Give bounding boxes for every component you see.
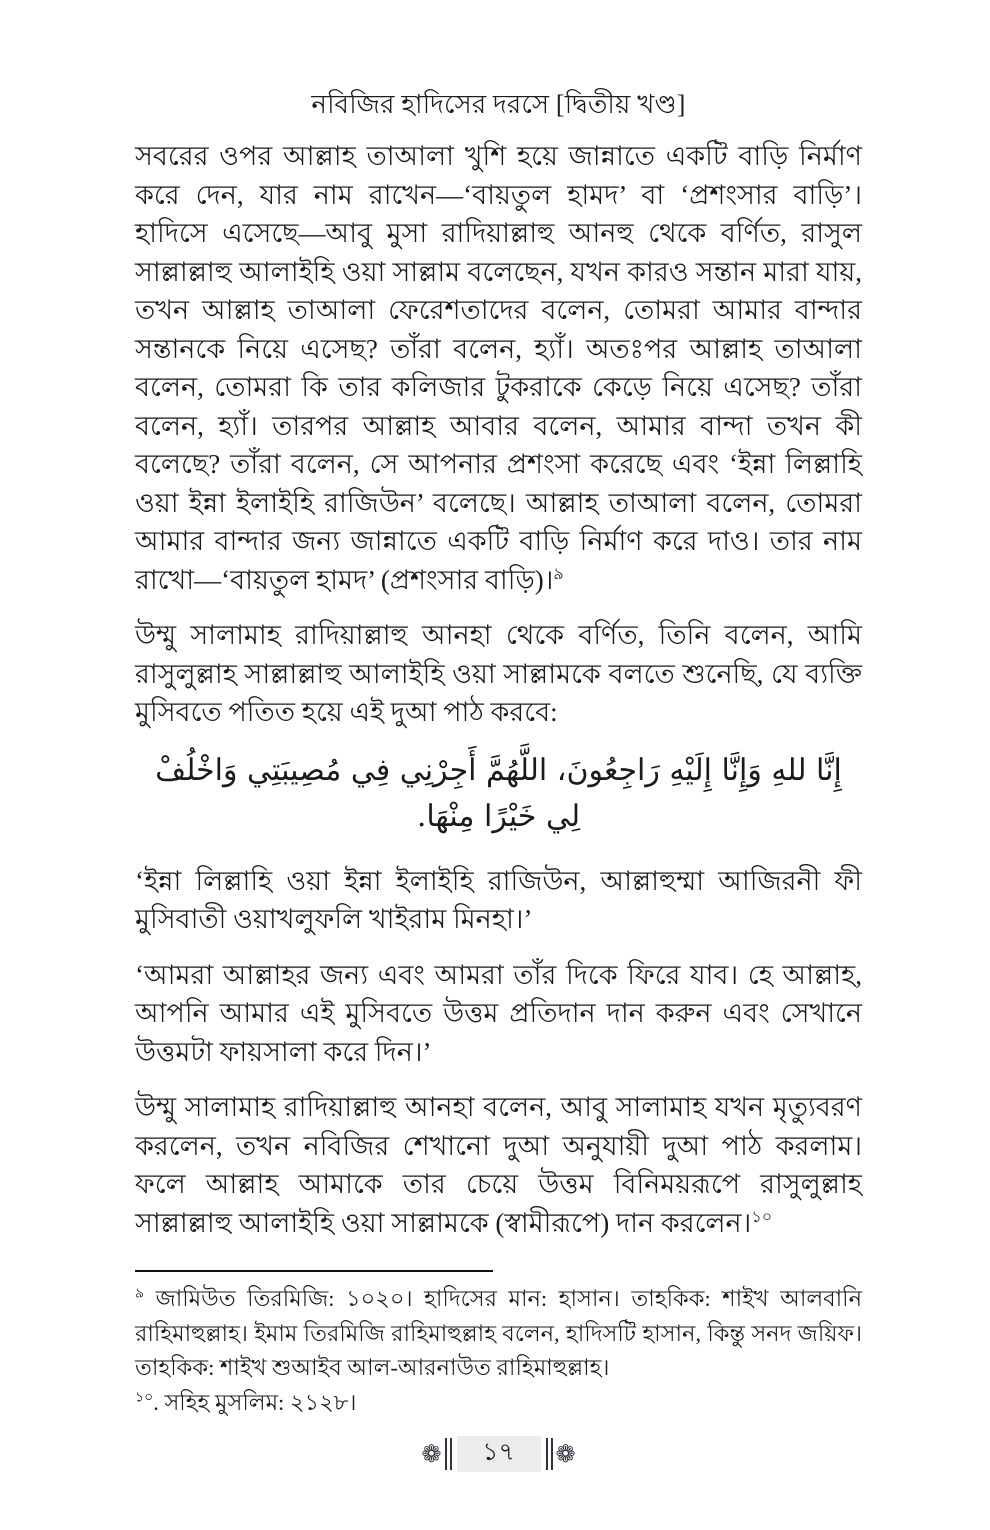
footnote-9-text: জামিউত তিরমিজি: ১০২০। হাদিসের মান: হাসান। তাহকিক: শাইখ আলবানি রাহিমাহুল্লাহ। ইমাম তিরমিজি রাহিমাহুল্লাহ বলেন, হাদিসটি হাসান, কিন্তু সনদ জয়িফ। তাহকিক: শাইখ শুআইব আল-আরনাউত রাহিমাহুল্লাহ। (135, 1286, 862, 1380)
left-double-bar-ornament (445, 1438, 452, 1470)
page-number: ১৭ (457, 1436, 541, 1472)
footnote-10-text: . সহিহ মুসলিম: ২১২৮। (153, 1389, 357, 1415)
paragraph-text: সবরের ওপর আল্লাহ তাআলা খুশি হয়ে জান্নাতে একটি বাড়ি নির্মাণ করে দেন, যার নাম রাখেন—‘বায়তুল হামদ’ বা ‘প্রশংসার বাড়ি’। হাদিসে এসেছে—আবু মুসা রাদিয়াল্লাহু আনহু থেকে বর্ণিত, রাসুল সাল্লাল্লাহু আলাইহি ওয়া সাল্লাম বলেছেন, যখন কারও সন্তান মারা যায়, তখন আল্লাহ তাআলা ফেরেশতাদের বলেন, তোমরা আমার বান্দার সন্তানকে নিয়ে এসেছ? তাঁরা বলেন, হ্যাঁ। অতঃপর আল্লাহ তাআলা বলেন, তোমরা কি তার কলিজার টুকরাকে কেড়ে নিয়ে এসেছ? তাঁরা বলেন, হ্যাঁ। তারপর আল্লাহ আবার বলেন, আমার বান্দা তখন কী বলেছে? তাঁরা বলেন, সে আপনার প্রশংসা করেছে এবং ‘ইন্না লিল্লাহি ওয়া ইন্না ইলাইহি রাজিউন’ বলেছে। আল্লাহ তাআলা বলেন, তোমরা আমার বান্দার জন্য জান্নাতে একটি বাড়ি নির্মাণ করে দাও। তার নাম রাখো—‘বায়তুল হামদ’ (প্রশংসার বাড়ি)। (135, 141, 862, 595)
paragraph-umm-salamah-intro (135, 616, 862, 732)
page-footer (135, 1436, 862, 1472)
paragraph-dua-transliteration (135, 862, 862, 939)
footnote-ref-9: ৯ (553, 565, 564, 583)
paragraph-text: ‘ইন্না লিল্লাহি ওয়া ইন্না ইলাইহি রাজিউন, আল্লাহুম্মা আজিরনী ফী মুসিবাতী ওয়াখলুফলি খাইরাম মিনহা।’ (135, 865, 862, 934)
right-double-bar-ornament (546, 1438, 553, 1470)
footnote-9-marker: ৯ (135, 1286, 145, 1302)
footnote-ref-10: ১০ (751, 1208, 773, 1226)
running-header: নবিজির হাদিসের দরসে [দ্বিতীয় খণ্ড] (311, 90, 686, 119)
paragraph-hadith-abu-musa (135, 137, 862, 599)
paragraph-text: উম্মু সালামাহ রাদিয়াল্লাহু আনহা বলেন, আবু সালামাহ যখন মৃত্যুবরণ করলেন, তখন নবিজির শেখানো দুআ অনুযায়ী দুআ পাঠ করলাম। ফলে আল্লাহ আমাকে তার চেয়ে উত্তম বিনিময়রূপে রাসুলুল্লাহ সাল্লাল্লাহু আলাইহি ওয়া সাল্লামকে (স্বামীরূপে) দান করলেন। (135, 1092, 862, 1238)
floral-ornament-right-icon: ❁ (555, 1440, 576, 1468)
footnote-separator (135, 1270, 493, 1272)
paragraph-text: উম্মু সালামাহ রাদিয়াল্লাহু আনহা থেকে বর্ণিত, তিনি বলেন, আমি রাসুলুল্লাহ সাল্লাল্লাহু আলাইহি ওয়া সাল্লামকে বলতে শুনেছি, যে ব্যক্তি মুসিবতে পতিত হয়ে এই দুআ পাঠ করবে: (135, 620, 862, 727)
footnote-9 (135, 1282, 862, 1386)
arabic-dua-text: إِنَّا للهِ وَإِنَّا إِلَيْهِ رَاجِعُونَ، اللَّهُمَّ أَجِرْنِي فِي مُصِيبَتِي وَاخْلُفْ لِي خَيْرًا مِنْهَا. (155, 752, 842, 834)
footnote-10 (135, 1386, 862, 1421)
floral-ornament-left-icon: ❁ (421, 1440, 442, 1468)
footnote-10-marker: ১০ (135, 1390, 154, 1405)
paragraph-dua-translation (135, 956, 862, 1072)
paragraph-text: ‘আমরা আল্লাহর জন্য এবং আমরা তাঁর দিকে ফিরে যাব। হে আল্লাহ, আপনি আমার এই মুসিবতে উত্তম প্রতিদান দান করুন এবং সেখানে উত্তমটা ফায়সালা করে দিন।’ (135, 959, 862, 1067)
footnote-section (135, 1270, 862, 1420)
paragraph-umm-salamah-story (135, 1088, 862, 1242)
